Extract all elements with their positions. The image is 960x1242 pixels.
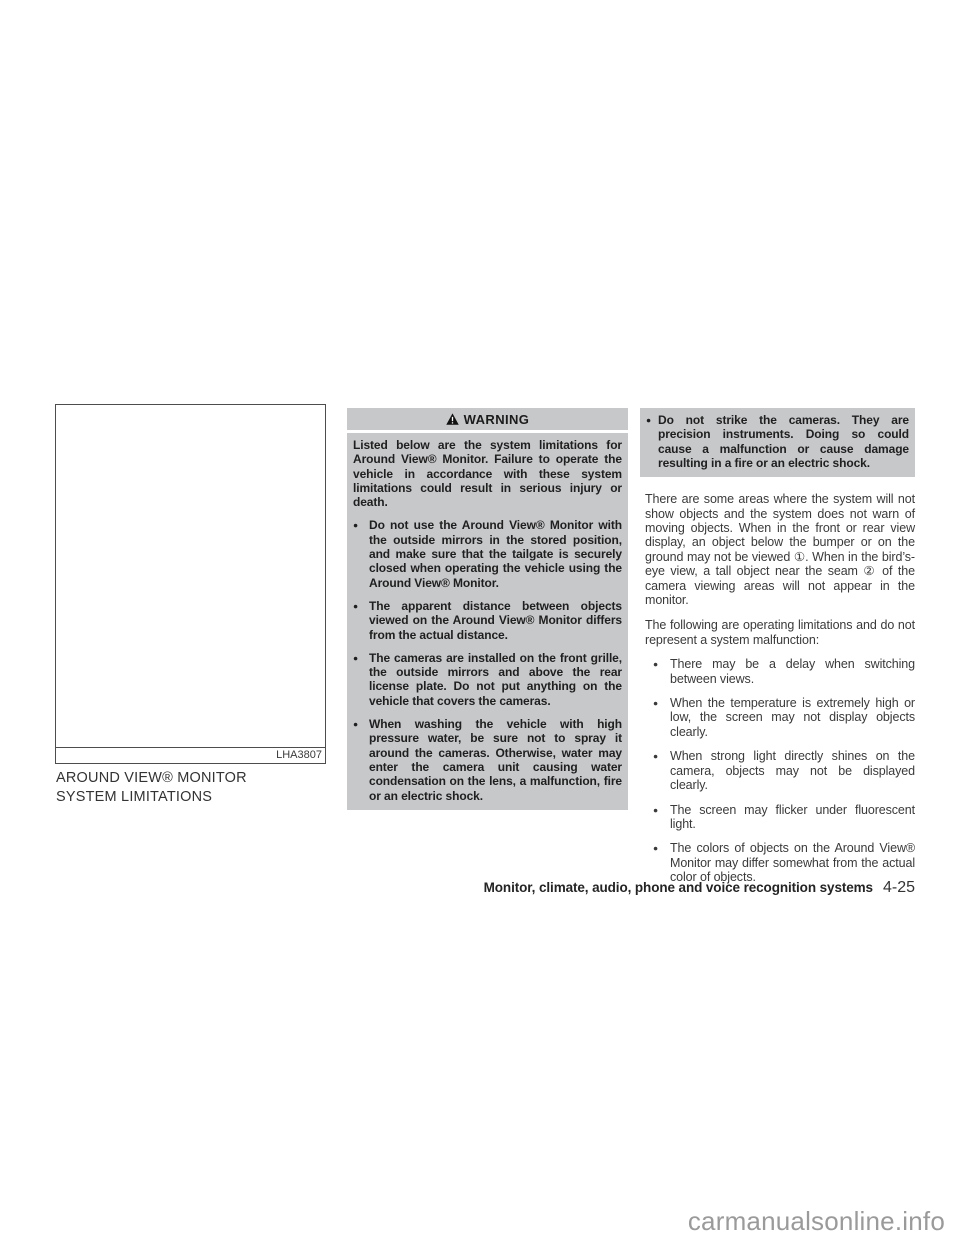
- list-item: [645, 803, 915, 832]
- warning-intro: Listed below are the system limitations for Around View® Monitor. Failure to operate the vehicle in accordance with these system limitations could result in serious injury or death.: [353, 438, 622, 510]
- list-item-text: When strong light directly shines on the camera, objects may not be displayed clearly.: [670, 749, 915, 793]
- list-item: [645, 657, 915, 686]
- list-item: [645, 749, 915, 792]
- bullet-marker: ●: [653, 843, 659, 854]
- figure-image-placeholder: [55, 404, 326, 764]
- list-item: [645, 696, 915, 739]
- warning-bullet-text: When washing the vehicle with high pressure water, be sure not to spray it around the cameras. Otherwise, water may enter the camera unit causing water condensation on the lens, a malfunction, fire or an electric shock.: [369, 717, 622, 803]
- page-footer: [484, 879, 915, 897]
- warning-body: [347, 433, 628, 810]
- warning-bullet-text: The cameras are installed on the front grille, the outside mirrors and above the rear license plate. Do not put anything on the vehicle that covers the cameras.: [369, 650, 622, 708]
- warning-title: WARNING: [463, 411, 530, 427]
- list-item-text: There may be a delay when switching between views.: [670, 657, 915, 686]
- bullet-marker: ●: [653, 698, 659, 709]
- list-item-text: When the temperature is extremely high or low, the screen may not display objects clearly.: [670, 696, 915, 739]
- bullet-marker: ●: [653, 659, 659, 670]
- bullet-marker: ●: [353, 652, 359, 663]
- warning-bullet-text: Do not use the Around View® Monitor with the outside mirrors in the stored position, and make sure that the tailgate is securely closed when operating the vehicle using the Around View® Monitor.: [369, 518, 622, 590]
- warning-triangle-icon: [446, 413, 459, 425]
- list-item-text: The colors of objects on the Around View® Monitor may differ somewhat from the actual color of objects.: [670, 841, 915, 885]
- bullet-marker: ●: [653, 751, 659, 762]
- warning-box-continued: [640, 408, 915, 477]
- warning-bullet: [353, 717, 622, 803]
- watermark-text: carmanualsonline.info: [687, 1206, 945, 1236]
- section-heading-line2: SYSTEM LIMITATIONS: [56, 788, 213, 805]
- bullet-marker: ●: [353, 719, 359, 730]
- warning-bullet-text: Do not strike the cameras. They are precision instruments. Doing so could cause a malfunction or cause damage resulting in a fire or an electric shock.: [658, 413, 909, 470]
- warning-header: [347, 408, 628, 430]
- bullet-marker: ●: [353, 600, 359, 611]
- warning-bullet: [353, 651, 622, 708]
- warning-bullet-text: The apparent distance between objects viewed on the Around View® Monitor differs from the actual distance.: [369, 598, 622, 642]
- paragraph-blind-areas: There are some areas where the system will not show objects and the system does not warn of moving objects. When in the front or rear view display, an object below the bumper or on the ground may not be viewed ①. When in the bird’s-eye view, a tall object near the seam ② of the camera viewing areas will not appear in the monitor.: [645, 492, 915, 608]
- warning-bullet: [646, 413, 909, 470]
- bullet-marker: ●: [653, 804, 659, 815]
- footer-page-number: 4-25: [882, 879, 915, 896]
- paragraph-limitations-intro: The following are operating limitations and do not represent a system malfunction:: [645, 618, 915, 647]
- warning-bullet: [353, 599, 622, 642]
- warning-bullet: [353, 518, 622, 589]
- list-item-text: The screen may flicker under fluorescent light.: [670, 802, 915, 831]
- section-heading: [56, 769, 247, 806]
- warning-box: [347, 408, 628, 810]
- limitations-list: [645, 657, 915, 884]
- section-heading-line1: AROUND VIEW® MONITOR: [56, 770, 247, 786]
- right-column: [645, 408, 915, 885]
- footer-section-title: Monitor, climate, audio, phone and voice recognition systems: [483, 880, 873, 895]
- bullet-marker: ●: [353, 520, 359, 531]
- bullet-marker: ●: [646, 415, 652, 425]
- figure-code-label: LHA3807: [56, 747, 325, 763]
